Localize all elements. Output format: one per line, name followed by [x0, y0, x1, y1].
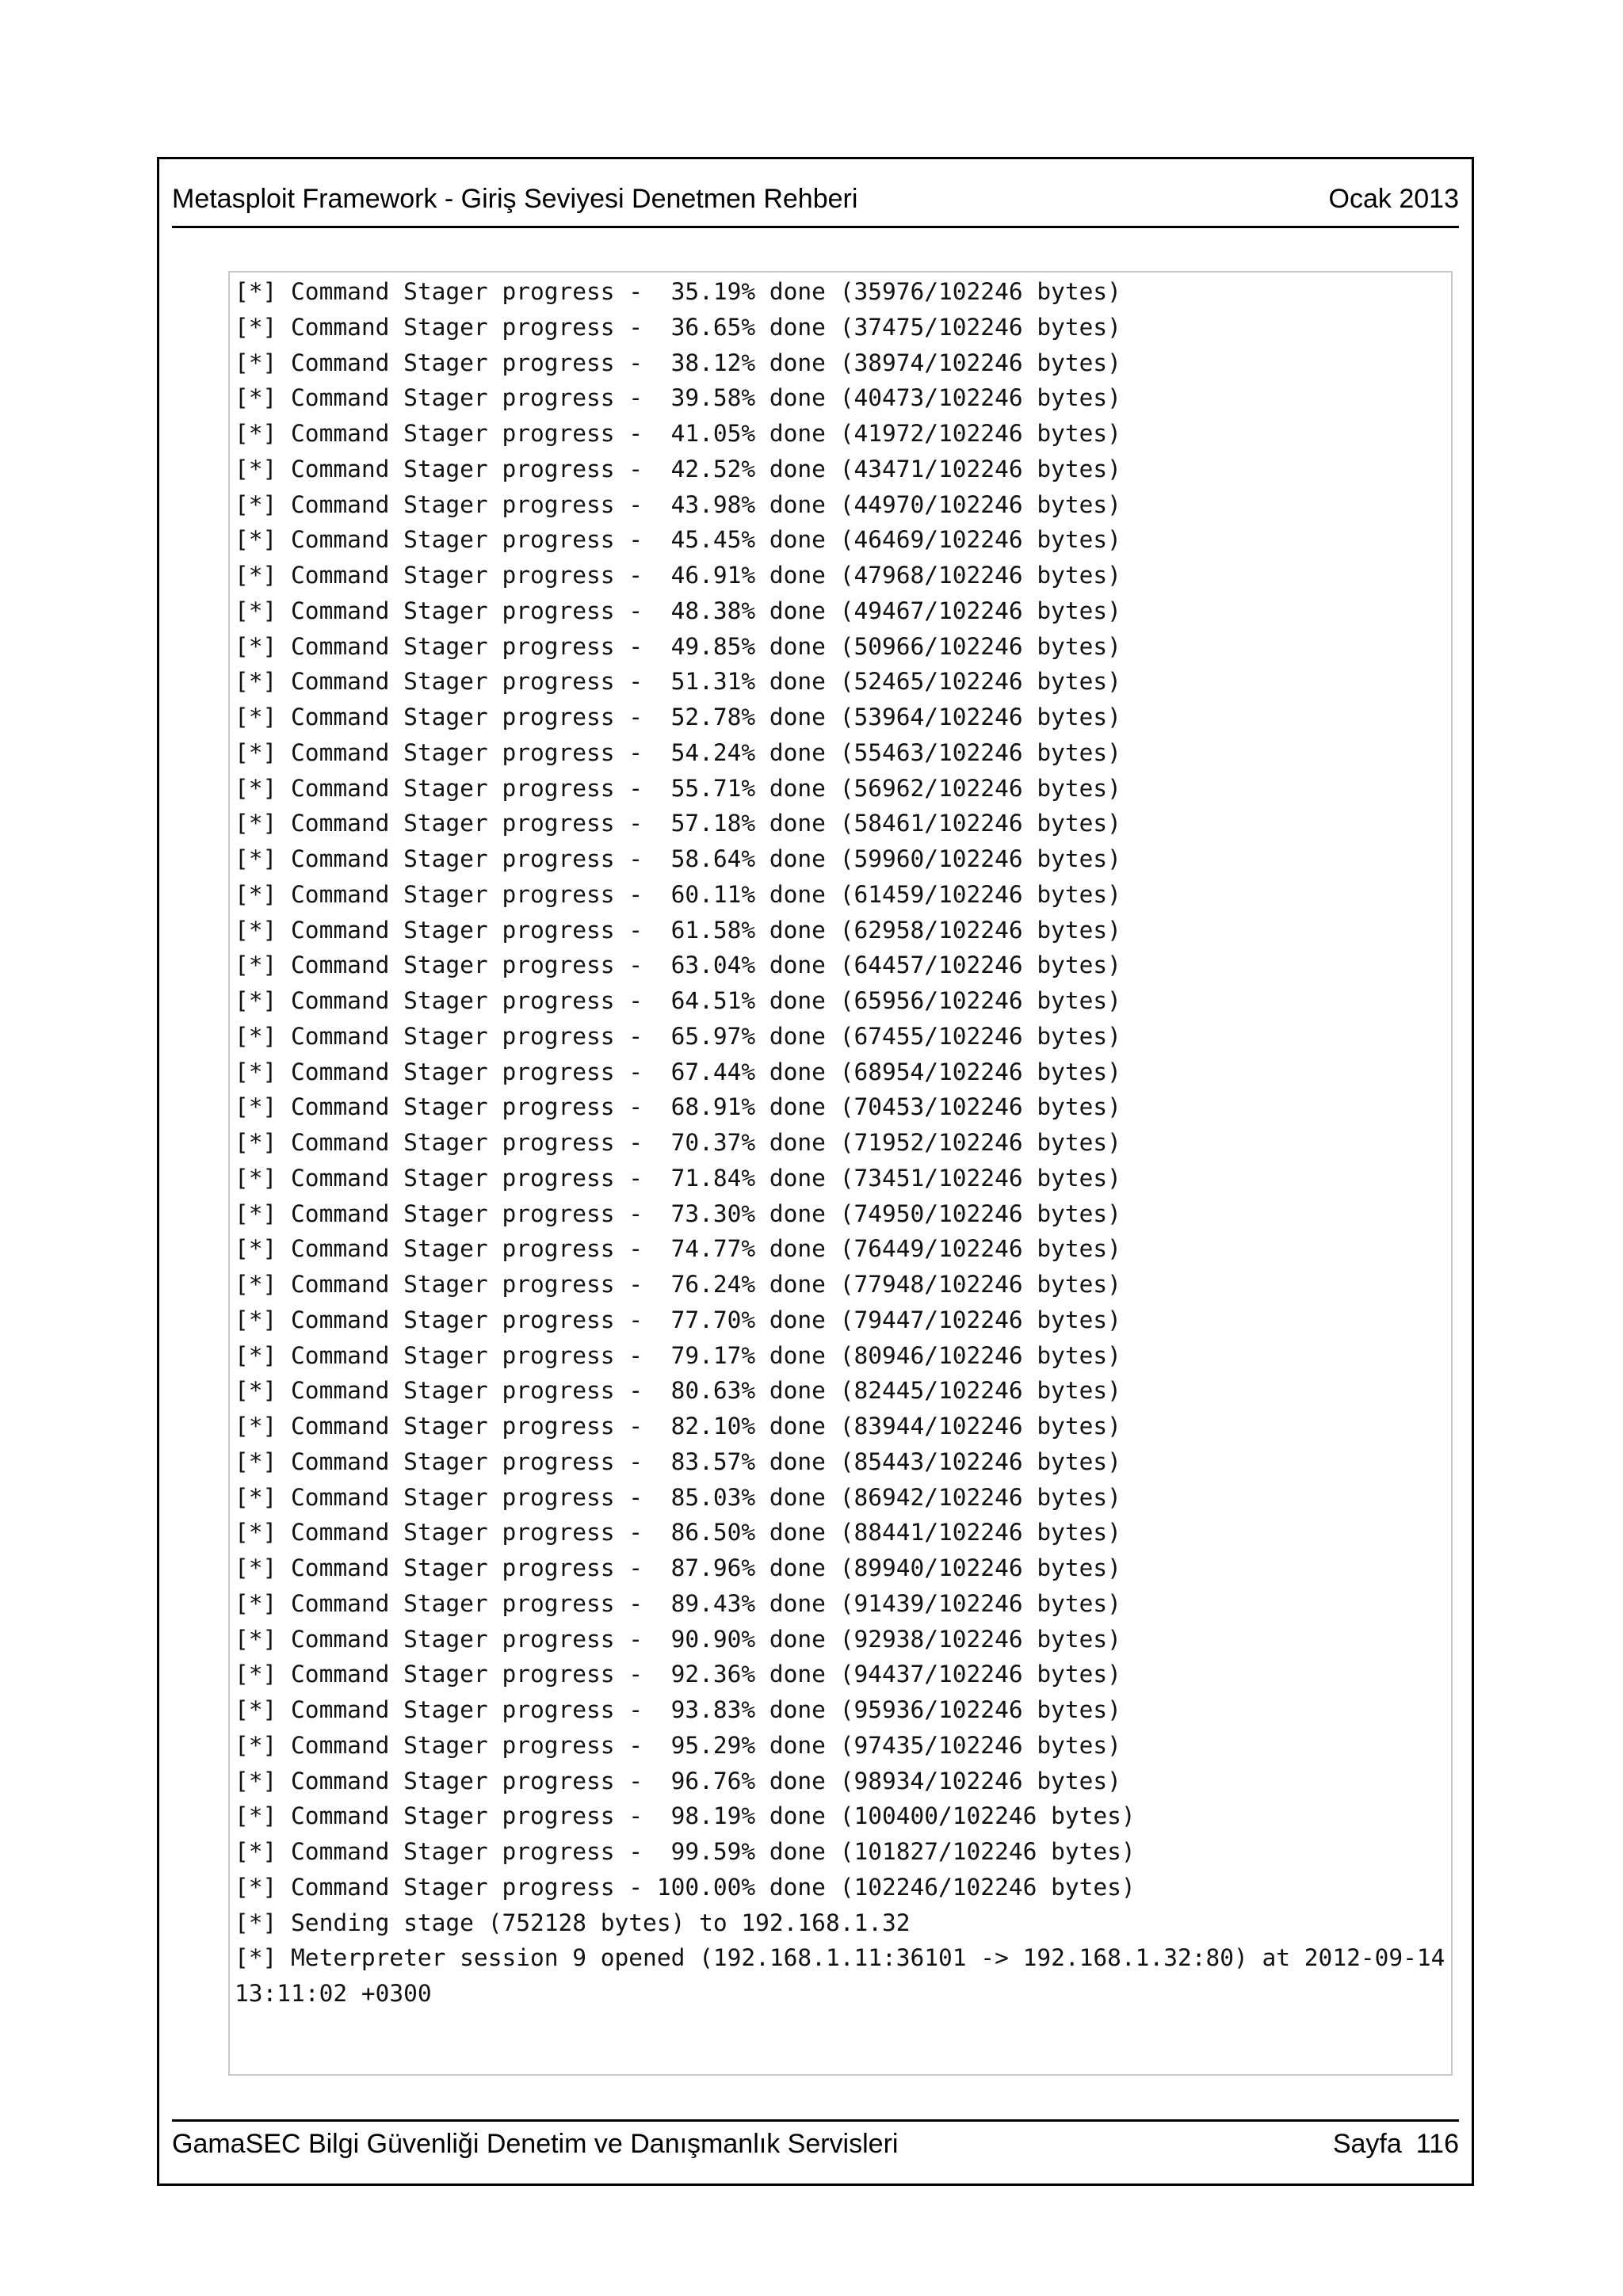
code-line: [*] Command Stager progress - 60.11% done (61459/102246 bytes) — [235, 880, 1121, 908]
code-line: [*] Command Stager progress - 46.91% done (47968/102246 bytes) — [235, 562, 1121, 589]
code-line: [*] Command Stager progress - 36.65% done (37475/102246 bytes) — [235, 313, 1121, 341]
page-number: 116 — [1415, 2129, 1459, 2159]
document-title: Metasploit Framework - Giriş Seviyesi Denetmen Rehberi — [172, 184, 858, 214]
code-line: [*] Command Stager progress - 73.30% done (74950/102246 bytes) — [235, 1199, 1121, 1227]
code-line: [*] Command Stager progress - 63.04% done (64457/102246 bytes) — [235, 952, 1121, 979]
code-line: [*] Command Stager progress - 58.64% done (59960/102246 bytes) — [235, 845, 1121, 872]
code-line: [*] Command Stager progress - 64.51% done (65956/102246 bytes) — [235, 987, 1121, 1014]
code-line: [*] Command Stager progress - 55.71% done (56962/102246 bytes) — [235, 774, 1121, 802]
header-rule — [172, 226, 1459, 228]
code-line: [*] Command Stager progress - 99.59% done (101827/102246 bytes) — [235, 1838, 1136, 1865]
code-line: [*] Command Stager progress - 67.44% done (68954/102246 bytes) — [235, 1058, 1121, 1085]
code-line: [*] Command Stager progress - 41.05% done (41972/102246 bytes) — [235, 420, 1121, 447]
code-line: [*] Command Stager progress - 42.52% done (43471/102246 bytes) — [235, 455, 1121, 482]
footer-rule — [172, 2119, 1459, 2122]
code-line: [*] Command Stager progress - 49.85% done (50966/102246 bytes) — [235, 632, 1121, 660]
page-number-block — [1333, 2128, 1459, 2160]
code-line: [*] Command Stager progress - 76.24% done (77948/102246 bytes) — [235, 1271, 1121, 1298]
code-line: [*] Command Stager progress - 82.10% done (83944/102246 bytes) — [235, 1413, 1121, 1440]
code-line: [*] Command Stager progress - 83.57% done (85443/102246 bytes) — [235, 1447, 1121, 1475]
code-line: [*] Command Stager progress - 100.00% done (102246/102246 bytes) — [235, 1873, 1136, 1901]
code-line: [*] Command Stager progress - 65.97% done (67455/102246 bytes) — [235, 1022, 1121, 1050]
code-line: [*] Command Stager progress - 48.38% done (49467/102246 bytes) — [235, 597, 1121, 624]
document-date: Ocak 2013 — [1328, 184, 1459, 214]
code-line: [*] Sending stage (752128 bytes) to 192.168.1.32 — [235, 1909, 911, 1936]
code-listing — [228, 271, 1453, 2076]
code-line: 13:11:02 +0300 — [235, 1980, 432, 2007]
code-line: [*] Command Stager progress - 98.19% done (100400/102246 bytes) — [235, 1802, 1136, 1830]
code-line: [*] Command Stager progress - 77.70% done (79447/102246 bytes) — [235, 1306, 1121, 1333]
code-line: [*] Command Stager progress - 51.31% done (52465/102246 bytes) — [235, 668, 1121, 696]
code-line: [*] Command Stager progress - 89.43% done (91439/102246 bytes) — [235, 1589, 1121, 1617]
code-line: [*] Command Stager progress - 87.96% done (89940/102246 bytes) — [235, 1554, 1121, 1581]
code-line: [*] Command Stager progress - 74.77% done (76449/102246 bytes) — [235, 1235, 1121, 1263]
company-name: GamaSEC Bilgi Güvenliği Denetim ve Danışmanlık Servisleri — [172, 2129, 899, 2159]
page-header — [172, 183, 1459, 223]
code-line: [*] Command Stager progress - 70.37% done (71952/102246 bytes) — [235, 1129, 1121, 1156]
code-line: [*] Command Stager progress - 39.58% done (40473/102246 bytes) — [235, 384, 1121, 412]
page-frame — [157, 157, 1474, 2186]
code-line: [*] Command Stager progress - 96.76% done (98934/102246 bytes) — [235, 1767, 1121, 1794]
page-footer — [172, 2128, 1459, 2168]
code-line: [*] Command Stager progress - 80.63% done (82445/102246 bytes) — [235, 1377, 1121, 1405]
code-line: [*] Command Stager progress - 52.78% done (53964/102246 bytes) — [235, 704, 1121, 730]
code-line: [*] Command Stager progress - 79.17% done (80946/102246 bytes) — [235, 1341, 1121, 1369]
code-line: [*] Command Stager progress - 85.03% done (86942/102246 bytes) — [235, 1483, 1121, 1511]
code-line: [*] Command Stager progress - 38.12% done (38974/102246 bytes) — [235, 349, 1121, 376]
code-line: [*] Command Stager progress - 93.83% done (95936/102246 bytes) — [235, 1696, 1121, 1723]
code-line: [*] Command Stager progress - 92.36% done (94437/102246 bytes) — [235, 1661, 1121, 1688]
code-line: [*] Command Stager progress - 54.24% done (55463/102246 bytes) — [235, 738, 1121, 766]
code-line: [*] Command Stager progress - 71.84% done (73451/102246 bytes) — [235, 1164, 1121, 1192]
code-line: [*] Command Stager progress - 95.29% done (97435/102246 bytes) — [235, 1731, 1121, 1759]
code-line: [*] Command Stager progress - 86.50% done (88441/102246 bytes) — [235, 1519, 1121, 1547]
code-line: [*] Command Stager progress - 68.91% done (70453/102246 bytes) — [235, 1093, 1121, 1121]
code-line: [*] Command Stager progress - 35.19% done (35976/102246 bytes) — [235, 278, 1121, 305]
code-line: [*] Command Stager progress - 43.98% done (44970/102246 bytes) — [235, 490, 1121, 518]
code-line: [*] Command Stager progress - 90.90% done (92938/102246 bytes) — [235, 1625, 1121, 1653]
code-line: [*] Command Stager progress - 57.18% done (58461/102246 bytes) — [235, 810, 1121, 837]
code-line: [*] Command Stager progress - 61.58% done (62958/102246 bytes) — [235, 916, 1121, 944]
code-line: [*] Command Stager progress - 45.45% done (46469/102246 bytes) — [235, 526, 1121, 554]
code-line: [*] Meterpreter session 9 opened (192.168.1.11:36101 -> 192.168.1.32:80) at 2012-09-14 — [235, 1944, 1445, 1972]
page-label: Sayfa — [1332, 2129, 1402, 2159]
